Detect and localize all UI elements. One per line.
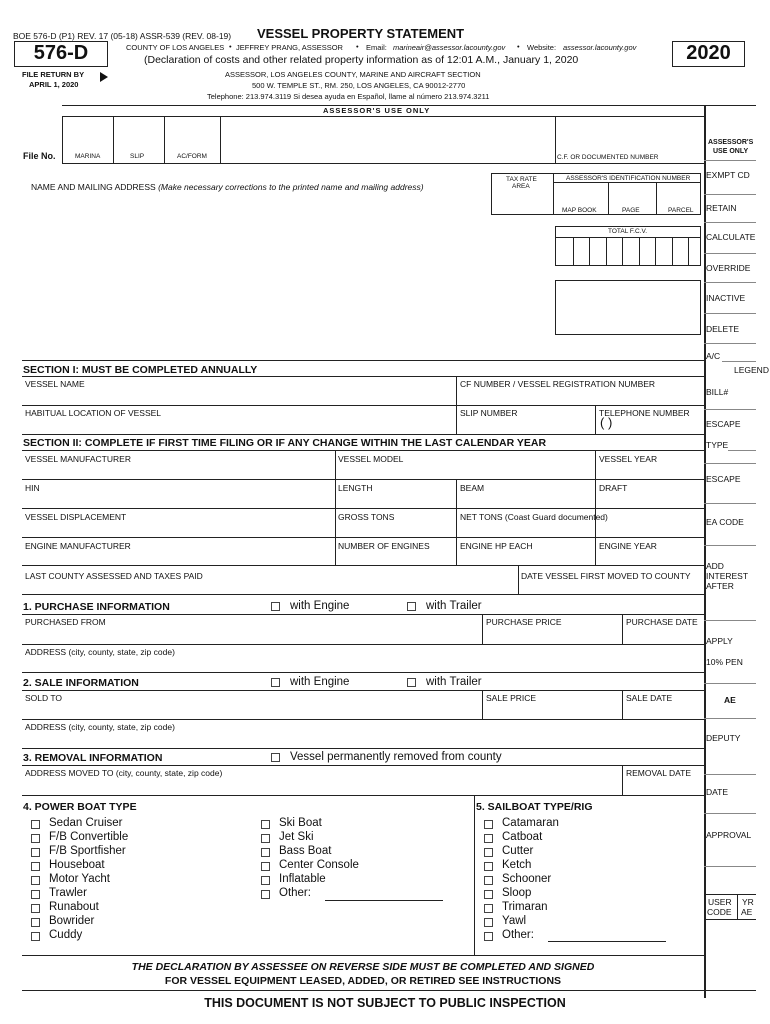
marina-label: MARINA	[75, 153, 101, 160]
sidebar-inactive: INACTIVE	[706, 293, 746, 303]
removal-title: 3. REMOVAL INFORMATION	[23, 752, 163, 764]
sidebar-assessor-label: ASSESSOR'S	[708, 139, 754, 146]
rule	[573, 237, 574, 266]
boat-type-checkbox[interactable]	[484, 890, 493, 899]
rule	[22, 719, 704, 720]
rule	[22, 360, 704, 361]
boat-type-label: Trawler	[49, 887, 87, 899]
sidebar-deputy: DEPUTY	[706, 733, 741, 743]
file-return-date: APRIL 1, 2020	[29, 80, 79, 89]
boat-type-checkbox[interactable]	[484, 904, 493, 913]
rule	[606, 237, 607, 266]
file-no-label: File No.	[23, 151, 56, 161]
draft-label: DRAFT	[599, 483, 628, 493]
sidebar-ea-code: EA CODE	[706, 517, 744, 527]
rule	[22, 614, 704, 615]
footer-public-inspection: THIS DOCUMENT IS NOT SUBJECT TO PUBLIC INSPECTION	[204, 996, 566, 1010]
override-box[interactable]	[555, 280, 701, 335]
boat-type-label: Inflatable	[279, 873, 326, 885]
rule	[672, 237, 673, 266]
sidebar-type: TYPE	[706, 440, 729, 450]
office-line-1: ASSESSOR, LOS ANGELES COUNTY, MARINE AND AIRCRAFT SECTION	[225, 70, 481, 79]
footer-equipment: FOR VESSEL EQUIPMENT LEASED, ADDED, OR RETIRED SEE INSTRUCTIONS	[164, 975, 562, 987]
sidebar-ac: A/C	[706, 351, 721, 361]
telephone-label: TELEPHONE NUMBER	[599, 408, 690, 418]
sidebar-code: CODE	[707, 907, 732, 917]
rule	[22, 405, 704, 406]
sidebar-legend: LEGEND	[734, 365, 769, 375]
rule	[656, 182, 657, 215]
boat-type-label: F/B Convertible	[49, 831, 129, 843]
sale-address-label: ADDRESS (city, county, state, zip code)	[25, 722, 175, 732]
website-url[interactable]: assessor.lacounty.gov	[563, 43, 637, 52]
rule	[474, 795, 475, 955]
boat-type-checkbox[interactable]	[31, 904, 40, 913]
boat-type-label: Catboat	[502, 831, 543, 843]
rule	[22, 537, 704, 538]
boat-type-label: Cuddy	[49, 929, 83, 941]
engine-manufacturer-label: ENGINE MANUFACTURER	[25, 541, 131, 551]
rule	[704, 620, 756, 621]
rule	[622, 614, 623, 644]
length-label: LENGTH	[338, 483, 373, 493]
boat-type-checkbox[interactable]	[31, 890, 40, 899]
bullet-dot: •	[356, 42, 359, 51]
sidebar-date: DATE	[706, 787, 729, 797]
power-other-line[interactable]	[325, 900, 443, 901]
beam-label: BEAM	[460, 483, 485, 493]
purchase-with-engine-label: with Engine	[290, 600, 350, 612]
boat-type-checkbox[interactable]	[31, 862, 40, 871]
rule	[22, 508, 704, 509]
boat-type-label: Motor Yacht	[49, 873, 110, 885]
name-address-label: NAME AND MAILING ADDRESS (Make necessary corrections to the printed name and mailing address)	[31, 182, 424, 192]
vessel-year-label: VESSEL YEAR	[599, 454, 658, 464]
sale-with-trailer-label: with Trailer	[426, 676, 482, 688]
purchase-with-trailer-checkbox[interactable]	[407, 602, 416, 611]
manufacturer-label: VESSEL MANUFACTURER	[25, 454, 131, 464]
sidebar-use-only-label: USE ONLY	[713, 148, 749, 155]
total-fcv-label: TOTAL F.C.V.	[608, 228, 648, 235]
boat-type-label: Schooner	[502, 873, 552, 885]
slip-number-label: SLIP NUMBER	[460, 408, 518, 418]
rule	[704, 463, 756, 464]
rule	[622, 765, 623, 795]
sidebar-yr: YR	[742, 897, 754, 907]
boat-type-label: Other:	[502, 929, 534, 941]
boat-type-checkbox[interactable]	[261, 876, 270, 885]
sidebar-calculate: CALCULATE	[706, 232, 756, 242]
rule	[62, 116, 704, 117]
email-label: Email:	[366, 43, 387, 52]
hin-label: HIN	[25, 483, 40, 493]
rule	[220, 116, 221, 163]
rule	[22, 479, 704, 480]
boat-type-checkbox[interactable]	[31, 918, 40, 927]
sidebar-escape-1: ESCAPE	[706, 419, 741, 429]
rule	[518, 565, 519, 594]
bullet-dot: •	[517, 42, 520, 51]
boat-type-label: Trimaran	[502, 901, 548, 913]
sidebar-yr-ae: AE	[741, 907, 753, 917]
sidebar-override: OVERRIDE	[706, 263, 751, 273]
boat-type-checkbox[interactable]	[484, 820, 493, 829]
boat-type-checkbox[interactable]	[484, 918, 493, 927]
boat-type-checkbox[interactable]	[261, 834, 270, 843]
rule	[22, 672, 704, 673]
office-line-3: Telephone: 213.974.3119 Si desea ayuda en Español, llame al número 213.974.3211	[207, 92, 490, 101]
ain-label: ASSESSOR'S IDENTIFICATION NUMBER	[566, 175, 691, 182]
removal-address-label: ADDRESS MOVED TO (city, county, state, zip code)	[25, 768, 223, 778]
declaration-line: (Declaration of costs and other related property information as of 12:01 A.M., January 1, 2020	[144, 54, 579, 66]
rule	[704, 813, 756, 814]
rule	[722, 361, 756, 362]
sidebar-bill: BILL#	[706, 387, 729, 397]
rule	[456, 479, 457, 565]
rule	[688, 237, 689, 266]
rule	[553, 173, 554, 215]
section-2-title: SECTION II: COMPLETE IF FIRST TIME FILING OR IF ANY CHANGE WITHIN THE LAST CALENDAR YEAR	[23, 437, 547, 449]
rule	[704, 222, 756, 223]
number-of-engines-label: NUMBER OF ENGINES	[338, 541, 430, 551]
sidebar-apply: APPLY	[706, 636, 733, 646]
rule	[704, 194, 756, 195]
displacement-label: VESSEL DISPLACEMENT	[25, 512, 127, 522]
rule	[555, 116, 556, 163]
purchase-with-trailer-label: with Trailer	[426, 600, 482, 612]
rule	[704, 503, 756, 504]
rule	[22, 955, 704, 956]
boat-type-label: Ketch	[502, 859, 532, 871]
rule	[704, 409, 756, 410]
rule	[704, 774, 756, 775]
last-county-label: LAST COUNTY ASSESSED AND TAXES PAID	[25, 571, 203, 581]
email-address[interactable]: marineair@assessor.lacounty.gov	[393, 43, 506, 52]
file-return-by: FILE RETURN BY	[22, 70, 85, 79]
boat-type-label: Other:	[279, 887, 311, 899]
boat-type-label: Ski Boat	[279, 817, 322, 829]
purchase-price-label: PURCHASE PRICE	[486, 617, 562, 627]
page-label: PAGE	[622, 207, 640, 214]
rule	[22, 565, 704, 566]
office-line-2: 500 W. TEMPLE ST., RM. 250, LOS ANGELES, CA 90012-2770	[252, 81, 466, 90]
assessor-name: JEFFREY PRANG, ASSESSOR	[236, 43, 343, 52]
rule	[22, 690, 704, 691]
sale-with-engine-checkbox[interactable]	[271, 678, 280, 687]
rule	[704, 343, 756, 344]
boat-type-checkbox[interactable]	[484, 862, 493, 871]
tax-rate-label: TAX RATE	[506, 176, 537, 183]
removal-checkbox-label: Vessel permanently removed from county	[290, 751, 502, 763]
sailboat-title: 5. SAILBOAT TYPE/RIG	[476, 801, 593, 813]
removal-date-label: REMOVAL DATE	[626, 768, 692, 778]
footer-declaration: THE DECLARATION BY ASSESSEE ON REVERSE SIDE MUST BE COMPLETED AND SIGNED	[131, 961, 595, 973]
boat-type-checkbox[interactable]	[31, 820, 40, 829]
rule	[22, 434, 704, 435]
tax-area-label: AREA	[512, 183, 530, 190]
rule	[62, 116, 63, 163]
rule	[22, 795, 704, 796]
bullet-dot: •	[229, 42, 232, 51]
form-number: 576-D	[33, 42, 89, 64]
section-1-title: SECTION I: MUST BE COMPLETED ANNUALLY	[23, 364, 258, 376]
boat-type-label: Yawl	[502, 915, 527, 927]
arrow-right-icon	[100, 72, 108, 82]
rule	[737, 894, 738, 919]
form-code: BOE 576-D (P1) REV. 17 (05-18) ASSR-539 (REV. 08-19)	[13, 31, 232, 41]
boat-type-checkbox[interactable]	[31, 834, 40, 843]
telephone-area-code[interactable]: ( )	[600, 415, 613, 430]
sidebar-exmpt-cd: EXMPT CD	[706, 170, 750, 180]
rule	[22, 376, 704, 377]
rule	[482, 614, 483, 644]
boat-type-checkbox[interactable]	[31, 848, 40, 857]
rule	[704, 919, 756, 920]
sidebar-delete: DELETE	[706, 324, 740, 334]
rule	[555, 237, 701, 238]
sidebar-interest: INTEREST	[706, 571, 749, 581]
net-tons-label: NET TONS (Coast Guard documented)	[460, 512, 608, 522]
vessel-name-label: VESSEL NAME	[25, 379, 85, 389]
boat-type-label: Bowrider	[49, 915, 95, 927]
boat-type-checkbox[interactable]	[31, 932, 40, 941]
habitual-location-label: HABITUAL LOCATION OF VESSEL	[25, 408, 162, 418]
boat-type-label: Sedan Cruiser	[49, 817, 123, 829]
boat-type-checkbox[interactable]	[484, 848, 493, 857]
cf-documented-label: C.F. OR DOCUMENTED NUMBER	[557, 154, 659, 161]
engine-year-label: ENGINE YEAR	[599, 541, 657, 551]
boat-type-label: Catamaran	[502, 817, 559, 829]
rule	[655, 237, 656, 266]
boat-type-checkbox[interactable]	[31, 876, 40, 885]
sidebar-pen: 10% PEN	[706, 657, 743, 667]
rule	[22, 765, 704, 766]
rule	[22, 748, 704, 749]
sale-title: 2. SALE INFORMATION	[23, 677, 139, 689]
removal-checkbox[interactable]	[271, 753, 280, 762]
rule	[595, 405, 596, 434]
boat-type-checkbox[interactable]	[484, 932, 493, 941]
rule	[22, 594, 704, 595]
website-label: Website:	[527, 43, 557, 52]
purchase-address-label: ADDRESS (city, county, state, zip code)	[25, 647, 175, 657]
rule	[639, 237, 640, 266]
rule	[22, 990, 756, 991]
rule	[704, 253, 756, 254]
sale-date-label: SALE DATE	[626, 693, 673, 703]
rule	[622, 237, 623, 266]
form-year: 2020	[686, 42, 731, 64]
cf-number-label: CF NUMBER / VESSEL REGISTRATION NUMBER	[460, 379, 656, 389]
rule	[553, 182, 701, 183]
sold-to-label: SOLD TO	[25, 693, 63, 703]
rule	[164, 116, 165, 163]
gross-tons-label: GROSS TONS	[338, 512, 395, 522]
sidebar-user: USER	[708, 897, 732, 907]
boat-type-checkbox[interactable]	[261, 848, 270, 857]
boat-type-checkbox[interactable]	[484, 834, 493, 843]
sale-with-trailer-checkbox[interactable]	[407, 678, 416, 687]
sidebar-add: ADD	[706, 561, 724, 571]
rule	[704, 282, 756, 283]
county-name: COUNTY OF LOS ANGELES	[126, 43, 225, 52]
slip-label: SLIP	[130, 153, 145, 160]
sale-price-label: SALE PRICE	[486, 693, 537, 703]
boat-type-label: Runabout	[49, 901, 99, 913]
assessors-use-title: ASSESSOR'S USE ONLY	[323, 106, 431, 115]
rule	[589, 237, 590, 266]
rule	[704, 894, 756, 895]
boat-type-label: Sloop	[502, 887, 532, 899]
rule	[704, 313, 756, 314]
boat-type-checkbox[interactable]	[261, 890, 270, 899]
form-title: VESSEL PROPERTY STATEMENT	[257, 26, 465, 41]
rule	[622, 690, 623, 719]
boat-type-checkbox[interactable]	[261, 862, 270, 871]
boat-type-label: Bass Boat	[279, 845, 332, 857]
power-boat-title: 4. POWER BOAT TYPE	[23, 801, 137, 813]
sidebar-ae: AE	[724, 695, 736, 705]
rule	[728, 450, 756, 451]
boat-type-label: Cutter	[502, 845, 534, 857]
sidebar-escape-2: ESCAPE	[706, 474, 741, 484]
sale-with-engine-label: with Engine	[290, 676, 350, 688]
boat-type-label: Center Console	[279, 859, 359, 871]
rule	[22, 644, 704, 645]
engine-hp-label: ENGINE HP EACH	[460, 541, 533, 551]
date-moved-label: DATE VESSEL FIRST MOVED TO COUNTY	[521, 571, 691, 581]
boat-type-label: Houseboat	[49, 859, 105, 871]
boat-type-label: F/B Sportfisher	[49, 845, 126, 857]
rule	[608, 182, 609, 215]
acform-label: AC/FORM	[177, 153, 207, 160]
sidebar-after: AFTER	[706, 581, 734, 591]
rule	[22, 450, 704, 451]
parcel-label: PARCEL	[668, 207, 694, 214]
rule	[704, 545, 756, 546]
boat-type-label: Jet Ski	[279, 831, 314, 843]
sidebar-approval: APPROVAL	[706, 830, 752, 840]
rule	[704, 866, 756, 867]
rule	[62, 163, 704, 164]
sail-other-line[interactable]	[548, 941, 666, 942]
boat-type-checkbox[interactable]	[261, 820, 270, 829]
rule	[704, 718, 756, 719]
purchase-with-engine-checkbox[interactable]	[271, 602, 280, 611]
model-label: VESSEL MODEL	[338, 454, 404, 464]
boat-type-checkbox[interactable]	[484, 876, 493, 885]
purchased-from-label: PURCHASED FROM	[25, 617, 106, 627]
rule	[113, 116, 114, 163]
purchase-date-label: PURCHASE DATE	[626, 617, 698, 627]
rule	[482, 690, 483, 719]
rule	[704, 160, 756, 161]
purchase-title: 1. PURCHASE INFORMATION	[23, 601, 170, 613]
map-book-label: MAP BOOK	[562, 207, 597, 214]
rule	[704, 683, 756, 684]
sidebar-retain: RETAIN	[706, 203, 737, 213]
